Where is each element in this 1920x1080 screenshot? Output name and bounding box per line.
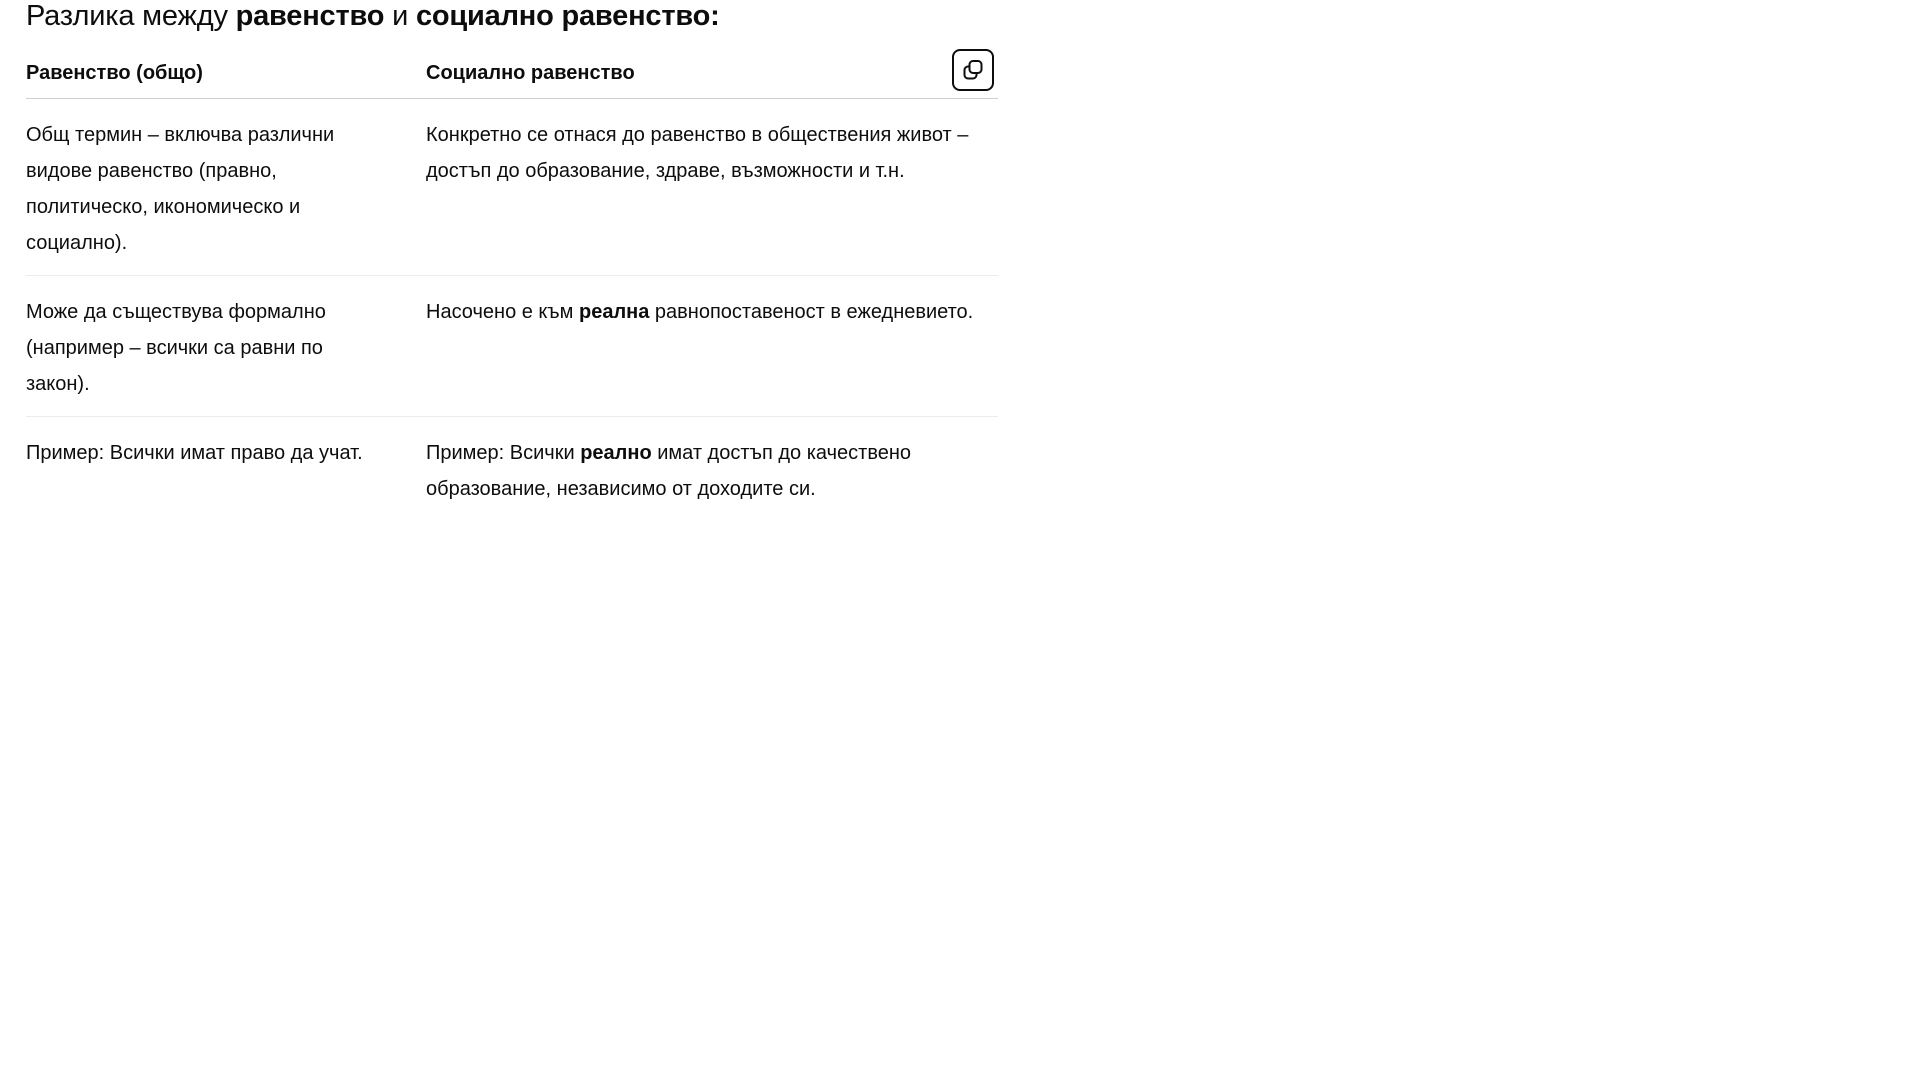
cell-text: Пример: Всички xyxy=(426,442,581,464)
table-cell: Пример: Всички имат право да учат. xyxy=(26,442,363,464)
table-cell xyxy=(426,276,998,417)
cell-text: Конкретно се отнася до равенство в обществения живот – достъп до образование, здраве, възможности и т.н. xyxy=(426,124,969,182)
table-cell xyxy=(426,417,998,522)
copy-icon xyxy=(961,58,985,82)
cell-text: Насочено е към xyxy=(426,301,579,323)
table-row xyxy=(26,99,998,276)
table-row xyxy=(26,417,998,522)
column-header-equality: Равенство (общо) xyxy=(26,48,426,99)
comparison-table-container xyxy=(26,48,998,521)
cell-text: равнопоставеност в ежедневието. xyxy=(649,301,974,323)
table-cell xyxy=(426,99,998,276)
column-header-social-equality: Социално равенство xyxy=(426,48,998,99)
title-text: Разлика между xyxy=(26,0,236,32)
title-colon: : xyxy=(710,0,720,32)
cell-text: имат достъп до качествено образование, независимо от доходите си. xyxy=(426,442,912,500)
cell-bold-text: реално xyxy=(580,442,652,464)
table-row xyxy=(26,276,998,417)
title-text-and: и xyxy=(384,0,416,32)
table-header-row xyxy=(26,48,998,99)
table-cell: Може да съществува формално (например – всички са равни по закон). xyxy=(26,276,426,417)
comparison-table xyxy=(26,48,998,521)
title-bold-social-equality: социално равенство xyxy=(415,0,711,32)
page-title xyxy=(26,0,720,32)
cell-bold-text: реална xyxy=(578,301,650,323)
title-bold-equality: равенство xyxy=(235,0,385,32)
copy-table-button[interactable] xyxy=(952,49,994,91)
table-cell: Общ термин – включва различни видове равенство (правно, политическо, икономическо и социално). xyxy=(26,99,426,276)
